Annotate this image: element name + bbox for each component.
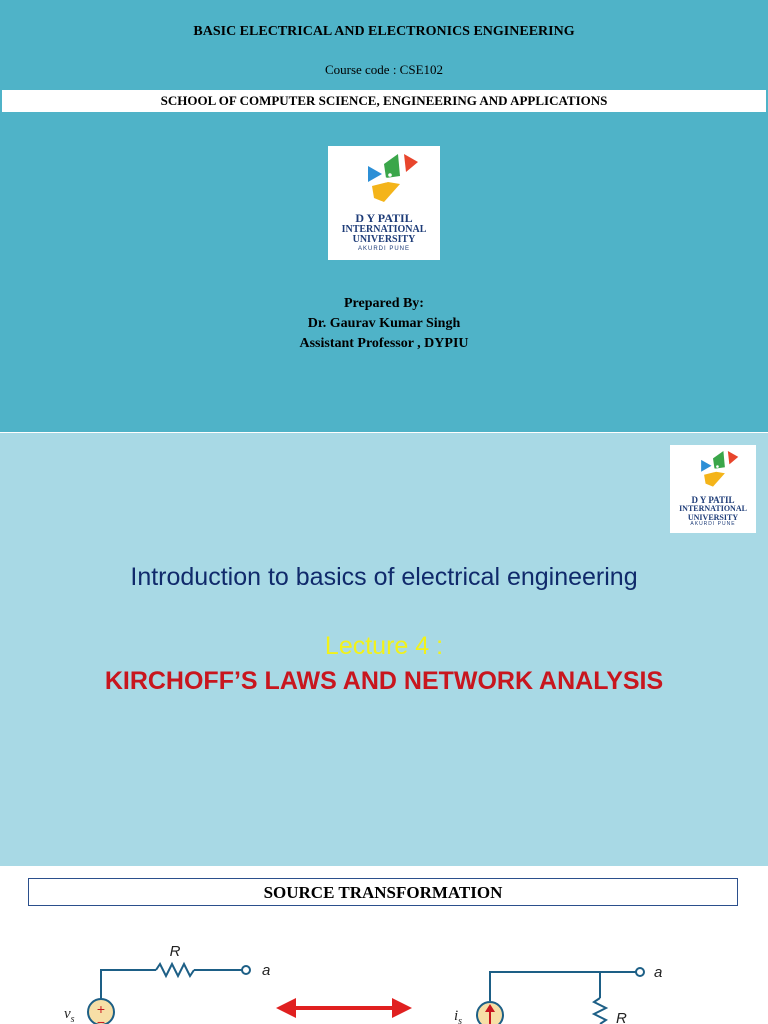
svg-text:is	[454, 1008, 462, 1024]
source-transformation-slide	[0, 866, 768, 1024]
prepared-label: Prepared By:	[344, 296, 424, 311]
course-code: Course code : CSE102	[324, 62, 444, 77]
resistor-label: R	[616, 1010, 627, 1024]
university-emblem-icon	[670, 445, 756, 497]
logo-line-2: INTERNATIONAL	[341, 223, 427, 235]
source-sub: s	[70, 1014, 75, 1024]
source-label: i	[454, 1008, 459, 1024]
logo-line-3: UNIVERSITY	[687, 512, 739, 522]
svg-text:vs	[64, 1006, 75, 1024]
current-source-circuit	[454, 964, 662, 1024]
title-slide	[0, 0, 768, 432]
source-label: v	[64, 1006, 71, 1022]
resistor-label: R	[169, 943, 181, 960]
logo-line-1: D Y PATIL	[355, 211, 413, 225]
terminal-icon	[636, 968, 644, 976]
university-logo	[328, 146, 440, 260]
author-designation: Assistant Professor , DYPIU	[299, 336, 469, 351]
logo-line-2: INTERNATIONAL	[679, 504, 747, 514]
slide-title: SOURCE TRANSFORMATION	[28, 878, 738, 906]
university-logo-small	[670, 445, 756, 533]
logo-line-4: AKURDI PUNE	[357, 245, 410, 252]
lecture-number: Lecture 4 :	[324, 632, 444, 660]
logo-line-1: D Y PATIL	[691, 495, 735, 505]
voltage-source-circuit	[64, 943, 270, 1024]
school-banner: SCHOOL OF COMPUTER SCIENCE, ENGINEERING AND APPLICATIONS	[2, 90, 766, 112]
lecture-slide	[0, 433, 768, 866]
prepared-by-block	[0, 294, 768, 354]
author-name: Dr. Gaurav Kumar Singh	[307, 316, 461, 331]
terminal-label: a	[262, 962, 271, 979]
source-sub: s	[458, 1016, 463, 1024]
logo-line-4: AKURDI PUNE	[690, 521, 736, 528]
shunt-resistor-icon	[594, 998, 606, 1024]
equivalence-arrow-icon	[276, 998, 412, 1018]
university-emblem-icon	[328, 146, 440, 216]
svg-text:−: −	[96, 1014, 106, 1024]
logo-line-3: UNIVERSITY	[352, 234, 416, 246]
source-transformation-diagram	[0, 926, 768, 1024]
course-title: BASIC ELECTRICAL AND ELECTRONICS ENGINEERING	[193, 24, 575, 39]
lecture-topic: KIRCHOFF’S LAWS AND NETWORK ANALYSIS	[104, 667, 664, 695]
series-resistor-icon	[156, 964, 194, 976]
intro-heading: Introduction to basics of electrical engineering	[130, 563, 638, 591]
svg-text:+: +	[96, 1001, 106, 1017]
terminal-label: a	[654, 964, 663, 981]
terminal-icon	[242, 966, 250, 974]
